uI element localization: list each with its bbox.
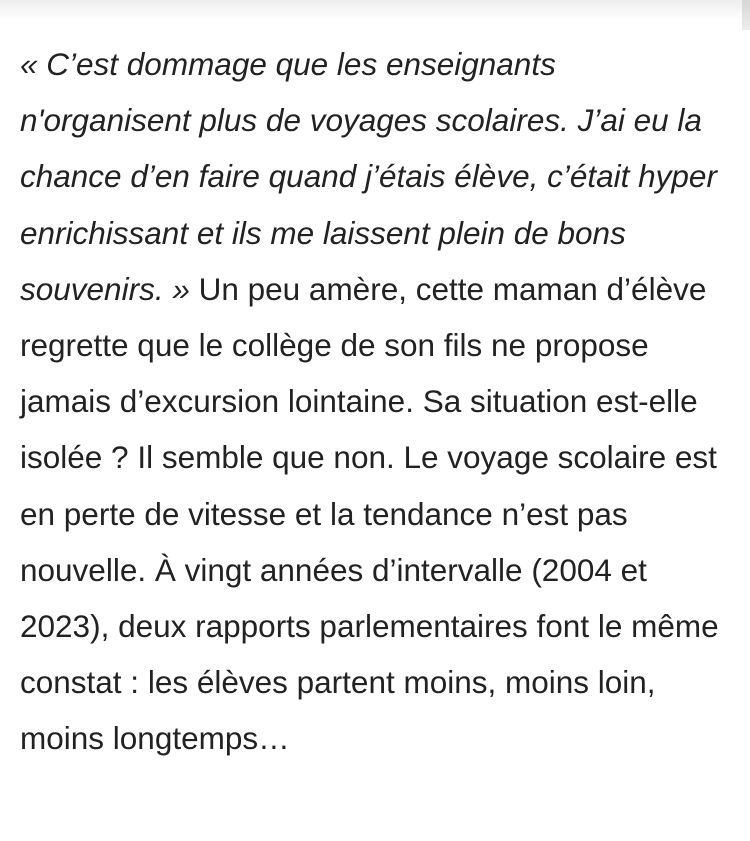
top-right-corner-shadow [742,0,750,30]
article-paragraph [20,36,730,767]
article-body: Un peu amère, cette maman d’élève regrette que le collège de son fils ne propose jamais d’excursion lointaine. Sa situation est-elle isolée ? Il semble que non. Le voyage scolaire est en perte de vitesse et la tendance n’est pas nouvelle. À vingt années d’intervalle (2004 et 2023), deux rapports parlementaires font le même constat : les élèves partent moins, moins loin, moins longtemps… [20,270,719,757]
article-quote: « C’est dommage que les enseignants n'organisent plus de voyages scolaires. J’ai eu la chance d’en faire quand j’étais élève, c’était hyper enrichissant et ils me laissent plein de bons souvenirs. » [20,46,717,307]
top-edge-shadow [0,0,750,20]
